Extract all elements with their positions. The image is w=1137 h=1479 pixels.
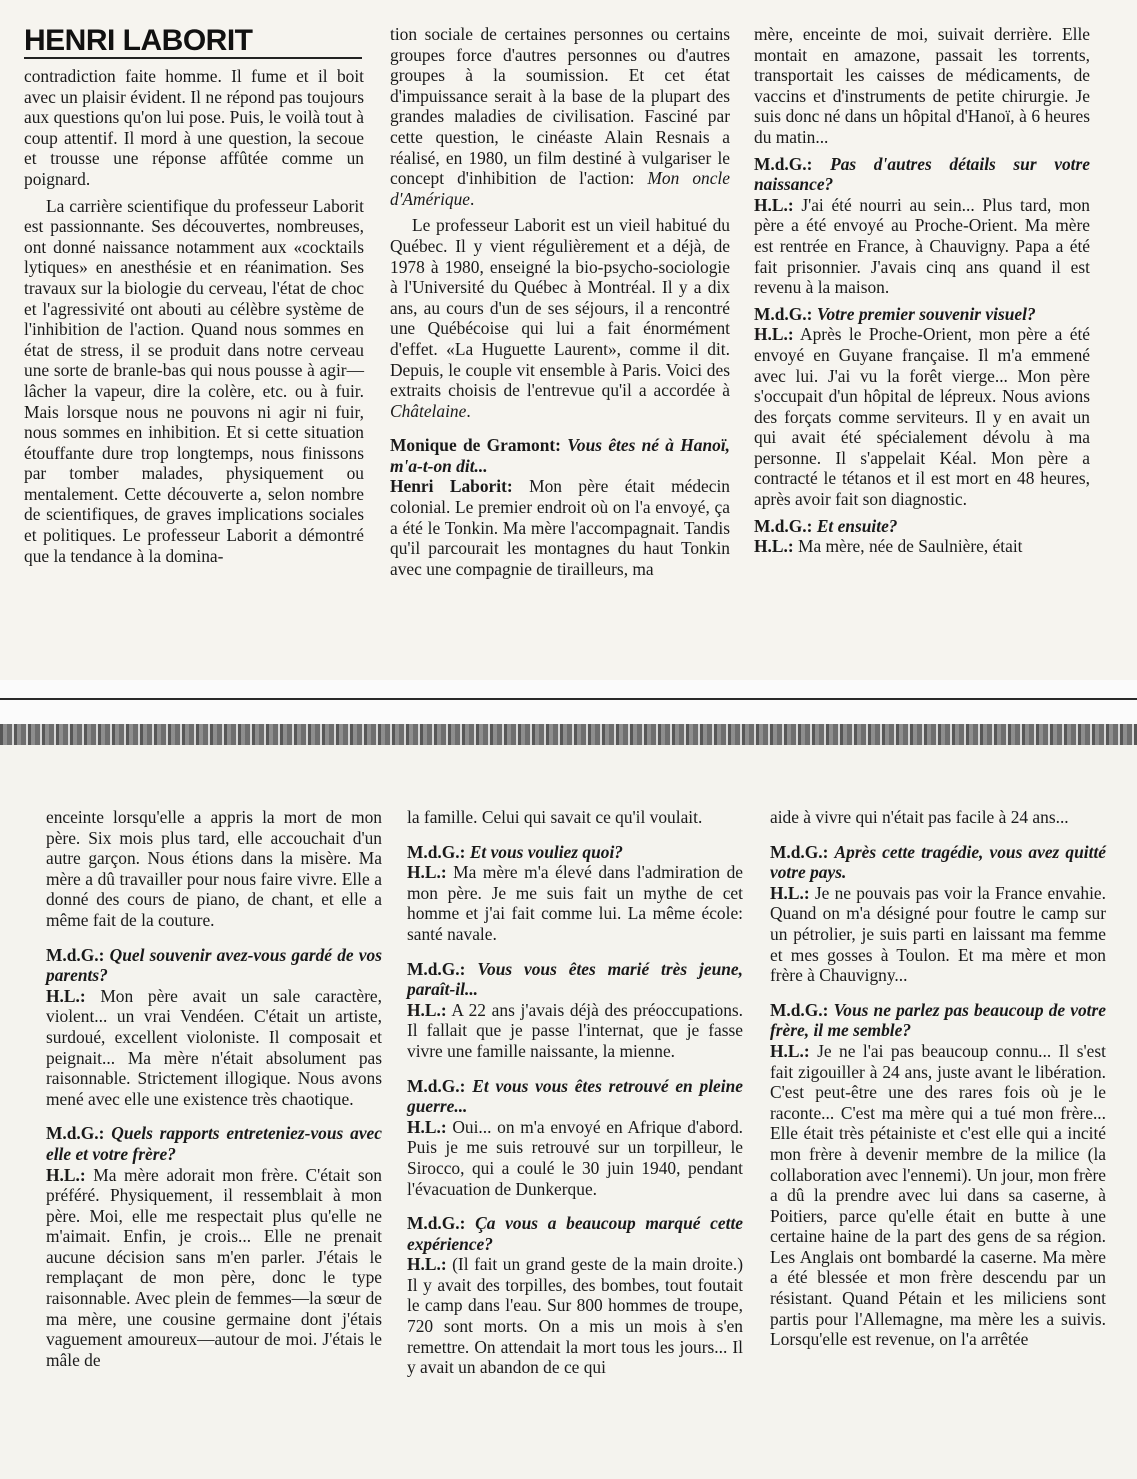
question-text: Quel souvenir avez-vous gardé de vos parents? [46,944,382,986]
interview-exchange [407,1076,743,1200]
interviewer-label: M.d.G.: [407,1213,466,1234]
respondent-label: H.L.: [754,194,794,215]
question-text: Et vous vous êtes retrouvé en pleine guerre... [407,1075,743,1117]
interview-exchange [754,516,1090,557]
respondent-label: H.L.: [46,985,86,1006]
paragraph: aide à vivre qui n'était pas facile à 24 ans... [770,807,1069,827]
question-text: Vous ne parlez pas beaucoup de votre frère, il me semble? [770,999,1106,1041]
question-text: Vous êtes né à Hanoï, m'a-t-on dit... [390,435,730,476]
respondent-label: H.L.: [407,1254,447,1275]
paragraph: mère, enceinte de moi, suivait derrière. Elle montait en amazone, passait les torrents, transportait les caisses de médicaments, de vaccins et d'instruments de petite chirurgie. Je suis donc né dans un hôpital d'Hanoï, à 6 heures du matin... [754,24,1090,147]
question-text: Ça vous a beaucoup marqué cette expérience? [407,1213,743,1254]
paragraph: La carrière scientifique du professeur Laborit est passionnante. Ses découvertes, nombreuses, ont donné naissance notamment aux «cocktails lytiques» en anesthésie et en réanimation. Ses travaux sur la biologie du cerveau, l'état de choc et l'agressivité ont abouti au célèbre système de l'inhibition de l'action. Quand nous sommes en état de stress, il se produit dans notre cerveau une sorte de branle-bas qui nous pousse à agir—lâcher la vapeur, dire la colère, etc. ou à fuir. Mais lorsque nous ne pouvons ni agir ni fuir, nous sommes en inhibition. Et si cette situation étouffante dure trop longtemps, nous finissons par tomber malades, physiquement ou mentalement. Cette découverte a, selon nombre de scientifiques, de graves implications sociales et politiques. Le professeur Laborit a démontré que la tendance à la domina- [24,195,364,566]
answer-text: Ma mère adorait mon frère. C'était son préféré. Physiquement, il ressemblait à mon père. Moi, elle me respectait plus qu'elle ne m'aimait. Enfin, je crois... Elle ne prenait aucune décision sans m'en parler. J'étais le remplaçant de mon père, donc le type raisonnable. Avec plein de femmes—la sœur de ma mère, une cousine germaine dont j'étais vaguement amoureux—autour de moi. J'étais le mâle de [46,1164,382,1370]
respondent-label: H.L.: [754,324,794,345]
respondent-label: H.L.: [754,536,794,557]
interview-exchange [46,1123,382,1370]
top-column-1 [24,66,364,572]
answer-text: (Il fait un grand geste de la main droite.) Il y avait des torpilles, des bombes, tout foutait le camp dans l'eau. Sur 800 hommes de troupe, 720 sont morts. On a mis un mois à s'en remettre. On attendait la mort tous les jours... Il y avait un abandon de ce qui [407,1254,743,1378]
interviewer-label: M.d.G.: [407,1075,466,1096]
interview-exchange [770,842,1106,986]
interviewer-label: M.d.G.: [754,303,813,324]
paragraph: la famille. Celui qui savait ce qu'il voulait. [407,807,703,827]
interview-exchange [770,1000,1106,1350]
bottom-column-1 [46,807,382,1376]
top-column-3 [754,24,1090,563]
interviewer-label: M.d.G.: [754,153,813,174]
paragraph: contradiction faite homme. Il fume et il boit avec un plaisir évident. Il ne répond pas toujours aux questions qu'on lui pose. Puis, le voilà tout à coup attentif. Il mord à une question, la secoue et trousse une réponse affûtée comme un poignard. [24,66,364,189]
paragraph: Le professeur Laborit est un vieil habitué du Québec. Il y vient régulièrement et a déjà, de 1978 à 1980, enseigné la bio-psycho-sociologie à l'Université du Québec à Montréal. Il y a dix ans, au cours d'un de ses séjours, il a rencontré une Québécoise qui lui a fait énormément d'effet. «La Huguette Laurent», comme il dit. Depuis, le couple vit ensemble à Paris. Voici des extraits choisis de l'entrevue qu'il a accordée à Châtelaine. [390,215,730,421]
page-separator [0,680,1137,745]
respondent-label: H.L.: [46,1164,86,1185]
respondent-label: H.L.: [407,862,447,883]
interviewer-label: M.d.G.: [407,841,466,862]
respondent-label: H.L.: [770,1040,810,1061]
interview-exchange [46,945,382,1110]
interviewer-label: M.d.G.: [770,999,829,1020]
paragraph: tion sociale de certaines personnes ou certains groupes force d'autres personnes ou d'autres groupes à la soumission. Et cet état d'impuissance serait à la base de la plupart des grandes maladies de civilisation. Fasciné par cette question, le cinéaste Alain Resnais a réalisé, en 1980, un film destiné à vulgariser le concept d'inhibition de l'action: Mon oncle d'Amérique. [390,24,730,209]
paragraph: enceinte lorsqu'elle a appris la mort de mon père. Six mois plus tard, elle accouchait d'un autre garçon. Nous étions dans la misère. Ma mère a dû travailler pour nous faire vivre. Elle a donné des cours de piano, de chant, et elle a même fait de la couture. [46,807,382,930]
interview-exchange [407,959,743,1062]
answer-text: Je ne l'ai pas beaucoup connu... Il s'est fait zigouiller à 24 ans, juste avant le libération. C'est peut-être une des rares fois où je le raconte... C'est ma mère qui a tué mon frère... Elle était très pétainiste et c'est elle qui a incité mon frère à devenir membre de la milice (la collaboration avec l'ennemi). Un jour, mon frère a dû la prendre avec lui dans sa caserne, à Poitiers, parce qu'elle était en butte à une certaine haine de la part des gens de sa région. Les Anglais ont bombardé la caserne. Ma mère a été blessée et mon frère descendu par un résistant. Quand Pétain et les miliciens sont partis pour l'Allemagne, ma mère les a suivis. Lorsqu'elle est revenue, on l'a arrêtée [770,1040,1106,1350]
interviewer-label: M.d.G.: [407,958,466,979]
answer-text: Mon père était médecin colonial. Le premier endroit où on l'a envoyé, ça a été le Tonkin. Ma mère l'accompagnait. Tandis qu'il parcourait les montagnes du haut Tonkin avec une compagnie de tirailleurs, ma [390,476,730,579]
question-text: Votre premier souvenir visuel? [816,303,1036,324]
question-text: Après cette tragédie, vous avez quitté votre pays. [770,841,1106,883]
bottom-column-3 [770,807,1106,1356]
photo-edge-strip [0,724,1137,745]
interviewer-label: M.d.G.: [770,841,829,862]
answer-text: Ma mère, née de Saulnière, était [797,536,1023,557]
answer-text: J'ai été nourri au sein... Plus tard, mon père a été envoyé au Proche-Orient. Ma mère est rentrée en France, à Chauvigny. Papa a été fait prisonnier. J'avais cinq ans quand il est revenu à la maison. [754,194,1090,298]
interviewer-label: M.d.G.: [754,515,813,536]
question-text: Et ensuite? [816,515,898,536]
interview-exchange [754,304,1090,510]
interviewer-label: M.d.G.: [46,944,105,965]
article-top-page [0,0,1137,680]
article-title: HENRI LABORIT [24,24,253,57]
respondent-label: Henri Laborit: [390,476,513,497]
answer-text: Mon père avait un sale caractère, violent... un vrai Vendéen. C'était un artiste, surdoué, excellent violoniste. Il composait et peignait... Ma mère n'était absolument pas raisonnable. Strictement illogique. Nous avons mené avec elle une existence très chaotique. [46,985,382,1109]
answer-text: A 22 ans j'avais déjà des préoccupations. Il fallait que je passe l'internat, que je fasse vivre une famille naissante, la mienne. [407,999,744,1061]
interviewer-label: Monique de Gramont: [390,435,561,456]
answer-text: Je ne pouvais pas voir la France envahie. Quand on m'a désigné pour foutre le camp sur un pétrolier, je suis parti en laissant ma femme et mes gosses à Toulon. Et ma mère et mon frère à Chauvigny... [770,882,1106,986]
interview-exchange [390,435,730,579]
question-text: Quels rapports entreteniez-vous avec elle et votre frère? [46,1123,382,1164]
question-text: Pas d'autres détails sur votre naissance? [754,153,1090,195]
answer-text: Oui... on m'a envoyé en Afrique d'abord. Puis je me suis retrouvé sur un torpilleur, le Sirocco, qui a coulé le 30 juin 1940, pendant l'évacuation de Dunkerque. [407,1116,743,1199]
title-underline [24,57,362,59]
article-bottom-page [0,745,1137,1479]
interview-exchange [407,1213,743,1378]
top-column-2 [390,24,730,585]
interviewer-label: M.d.G.: [46,1123,105,1144]
respondent-label: H.L.: [770,882,810,903]
question-text: Vous vous êtes marié très jeune, paraît-il... [407,958,743,1000]
respondent-label: H.L.: [407,999,447,1020]
answer-text: Ma mère m'a élevé dans l'admiration de mon père. Je me suis fait un mythe de cet homme et j'ai fait comme lui. La même école: santé navale. [407,862,743,944]
question-text: Et vous vouliez quoi? [469,841,623,862]
separator-rule [0,698,1137,700]
interview-exchange [407,842,743,945]
respondent-label: H.L.: [407,1116,447,1137]
answer-text: Après le Proche-Orient, mon père a été envoyé en Guyane française. Il m'a emmené avec lui. J'ai vu la forêt vierge... Mon père s'occupait d'un hôpital de lépreux. Nous avions des forçats comme serviteurs. Il y en avait un qui avait été spécialement dévolu à ma personne. Il s'appelait Kéal. Mon père a contracté le tétanos et il est mort en 48 heures, après avoir fait son diagnostic. [754,324,1090,510]
bottom-column-2 [407,807,743,1384]
interview-exchange [754,154,1090,298]
